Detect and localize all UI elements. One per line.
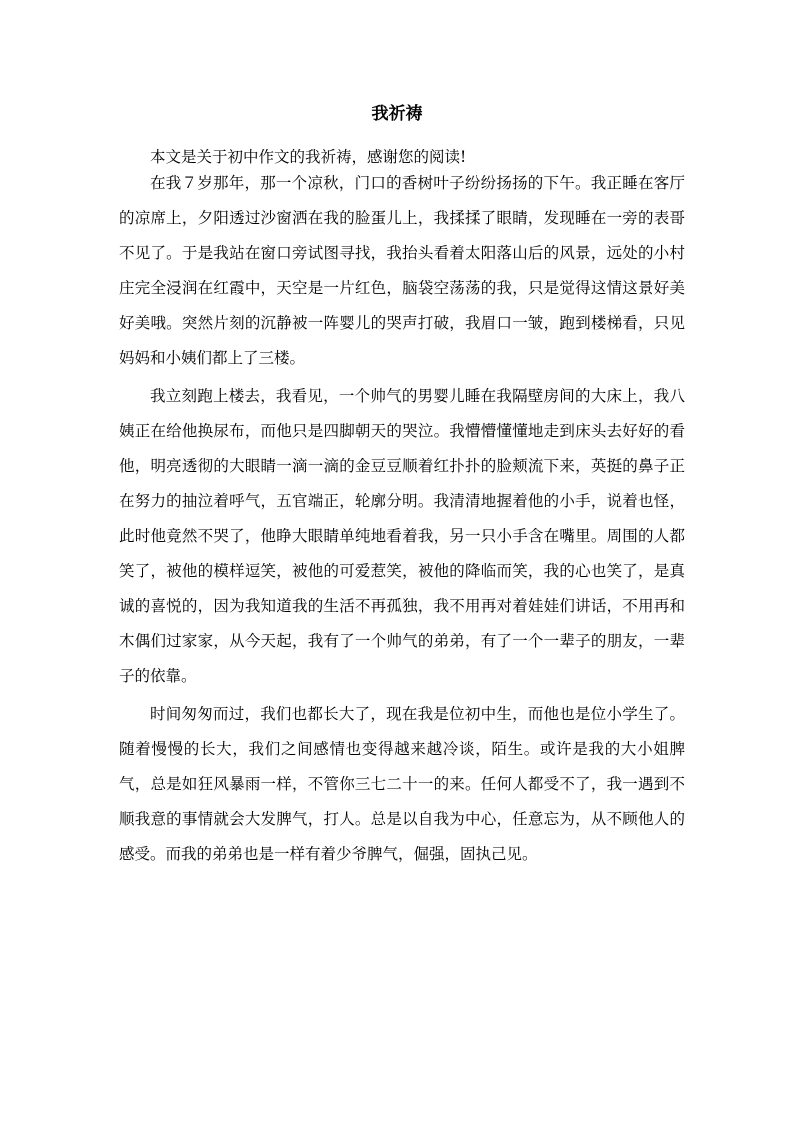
paragraph: 时间匆匆而过，我们也都长大了，现在我是位初中生，而他也是位小学生了。随着慢慢的长大，我们之间感情也变得越来越冷谈，陌生。或许是我的大小姐脾气，总是如狂风暴雨一样，不管你三七二十一的来。任何人都受不了，我一遇到不顺我意的事情就会大发脾气，打人。总是以自我为中心，任意忘为，从不顾他人的感受。而我的弟弟也是一样有着少爷脾气，倔强，固执己见。 [119,705,685,863]
paragraph: 在我７岁那年，那一个凉秋，门口的香树叶子纷纷扬扬的下午。我正睡在客厅的凉席上，夕阳透过沙窗洒在我的脸蛋儿上，我揉揉了眼睛，发现睡在一旁的表哥不见了。于是我站在窗口旁试图寻找，我抬头看着太阳落山后的风景，远处的小村庄完全浸润在红霞中，天空是一片红色，脑袋空荡荡的我，只是觉得这情这景好美好美哦。突然片刻的沉静被一阵婴儿的哭声打破，我眉口一皱，跑到楼梯看，只见妈妈和小姨们都上了三楼。 [119,174,685,367]
document-body [119,166,685,872]
document-intro: 本文是关于初中作文的我祈祷，感谢您的阅读! [150,148,467,166]
document-title: 我祈祷 [371,104,423,124]
paragraph: 我立刻跑上楼去，我看见，一个帅气的男婴儿睡在我隔壁房间的大床上，我八姨正在给他换尿布，而他只是四脚朝天的哭泣。我懵懵懂懂地走到床头去好好的看他，明亮透彻的大眼睛一滴一滴的金豆豆顺着红扑扑的脸颊流下来，英挺的鼻子正在努力的抽泣着呼气，五官端正，轮廓分明。我清清地握着他的小手，说着也怪，此时他竟然不哭了，他睁大眼睛单纯地看着我，另一只小手含在嘴里。周围的人都笑了，被他的模样逗笑，被他的可爱惹笑，被他的降临而笑，我的心也笑了，是真诚的喜悦的，因为我知道我的生活不再孤独，我不用再对着娃娃们讲话，不用再和木偶们过家家，从今天起，我有了一个帅气的弟弟，有了一个一辈子的朋友，一辈子的依靠。 [119,387,685,685]
